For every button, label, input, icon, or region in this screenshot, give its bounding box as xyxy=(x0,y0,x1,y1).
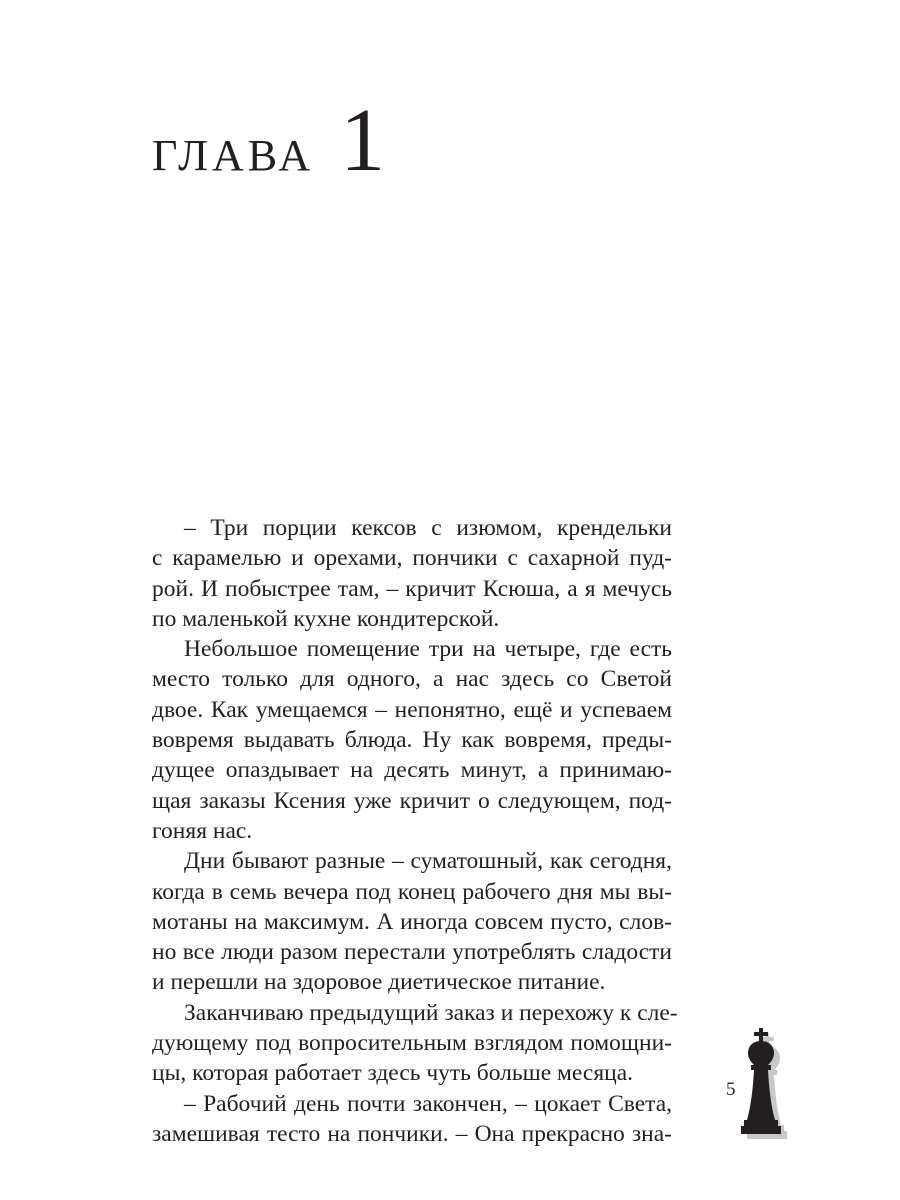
text-line: но все люди разом перестали употреблять сладости xyxy=(152,939,672,966)
chapter-word: ГЛАВА xyxy=(152,131,315,180)
text-line: Дни бывают разные – суматошный, как сегодня, xyxy=(184,848,672,875)
text-line: место только для одного, а нас здесь со Светой xyxy=(152,666,672,693)
text-line: щая заказы Ксения уже кричит о следующем, под- xyxy=(152,787,672,814)
text-line: с карамелью и орехами, пончики с сахарной пуд- xyxy=(152,545,672,572)
text-line: вовремя выдавать блюда. Ну как вовремя, преды- xyxy=(152,727,672,754)
text-line: дущее опаздывает на десять минут, а принимаю- xyxy=(152,757,672,784)
text-line: по маленькой кухне кондитерской. xyxy=(152,605,500,632)
text-line: цы, которая работает здесь чуть больше месяца. xyxy=(152,1060,634,1087)
text-line: дующему под вопросительным взглядом помощни- xyxy=(152,1030,672,1057)
chapter-number: 1 xyxy=(340,91,386,190)
text-line: Заканчиваю предыдущий заказ и перехожу к сле- xyxy=(184,999,678,1026)
text-line: замешивая тесто на пончики. – Она прекрасно зна- xyxy=(152,1120,672,1147)
page-number: 5 xyxy=(726,1079,736,1100)
text-line: – Рабочий день почти закончен, – цокает Света, xyxy=(184,1090,672,1117)
chapter-heading xyxy=(152,91,386,190)
text-line: – Три порции кексов с изюмом, крендельки xyxy=(184,515,672,541)
chess-king-icon xyxy=(738,1028,794,1146)
text-line: и перешли на здоровое диетическое питание. xyxy=(152,969,606,996)
text-line: мотаны на максимум. А иногда совсем пусто, слов- xyxy=(152,908,672,935)
text-line: рой. И побыстрее там, – кричит Ксюша, а я мечусь xyxy=(152,575,672,602)
text-line: когда в семь вечера под конец рабочего дня мы вы- xyxy=(152,878,672,905)
body-text xyxy=(152,513,678,1149)
text-line: двое. Как умещаемся – непонятно, ещё и успеваем xyxy=(152,696,672,723)
text-line: гоняя нас. xyxy=(152,817,253,844)
text-line: Небольшое помещение три на четыре, где есть xyxy=(184,636,672,663)
